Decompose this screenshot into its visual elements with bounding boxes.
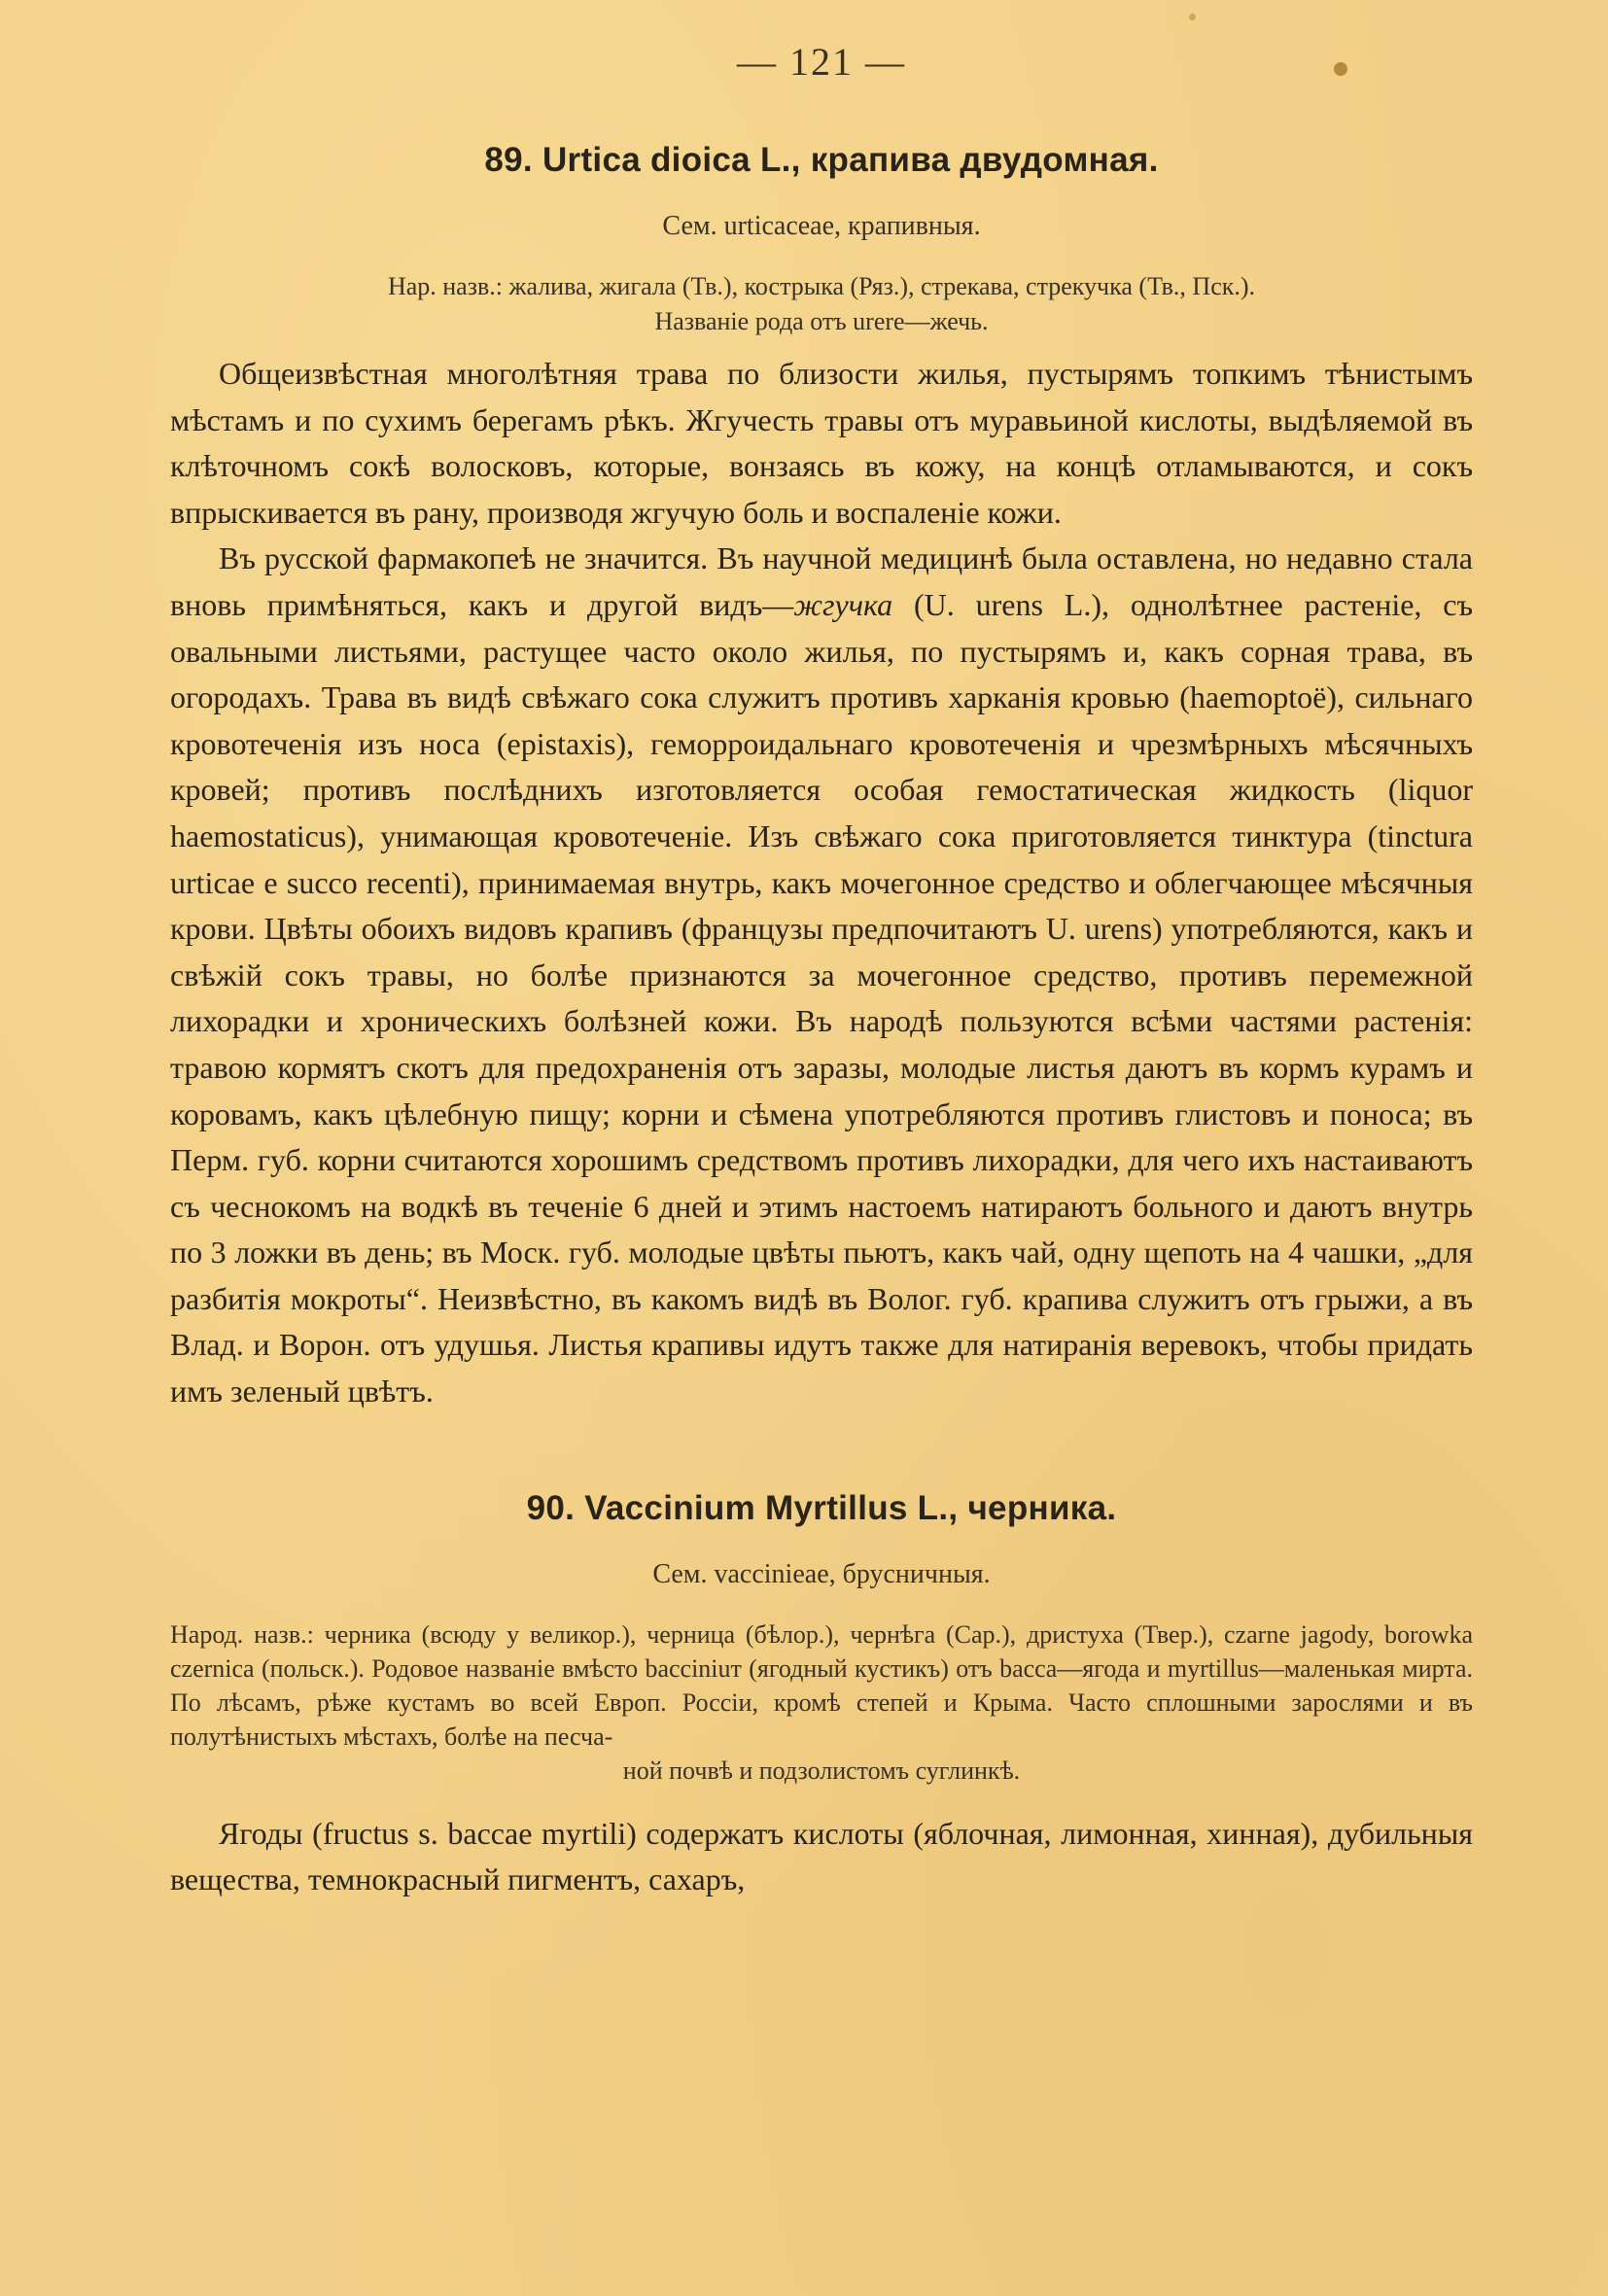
genus-etymology: Названіе рода отъ urere—жечь. <box>654 307 989 335</box>
text-run: (U. urens L.), однолѣтнее растеніе, съ овальными листьями, растущее часто около жилья, по пустырямъ и, какъ сорная трава, въ огородахъ. Трава въ видѣ свѣжаго сока служитъ противъ харканія кровью (haemoptoë), сильнаго кровотеченія изъ носа (epistaxis), геморроидальнаго кровотеченія и чрезмѣрныхъ мѣсячныхъ кровей; противъ послѣднихъ изготовляется особая гемостатическая жидкость (liquor haemostaticus), унимающая кровотеченіе. Изъ свѣжаго сока приготовляется тинктура (tinctura urticae e succo recenti), принимаемая внутрь, какъ мочегонное средство и облегчающее мѣсячныя крови. Цвѣты обоихъ видовъ крапивъ (французы предпочитаютъ U. urens) употребляются, какъ и свѣжій сокъ травы, но болѣе признаются за мочегонное средство, противъ перемежной лихорадки и хроническихъ болѣзней кожи. Въ народѣ пользуются всѣми частями растенія: травою кормятъ скотъ для предохраненія отъ заразы, молодые листья даютъ въ кормъ курамъ и коровамъ, какъ цѣлебную пищу; корни и сѣмена употребляются противъ глистовъ и поноса; въ Перм. губ. корни считаются хорошимъ средствомъ противъ лихорадки, для чего ихъ настаиваютъ съ чеснокомъ на водкѣ въ теченіе 6 дней и этимъ настоемъ натираютъ больного и даютъ внутрь по 3 ложки въ день; въ Моск. губ. молодые цвѣты пьютъ, какъ чай, одну щепоть на 4 чашки, „для разбитія мокроты“. Неизвѣстно, въ какомъ видѣ въ Волог. губ. крапива служитъ отъ грыжи, а въ Влад. и Ворон. отъ удушья. Листья крапивы идутъ также для натиранія веревокъ, чтобы придать имъ зеленый цвѣтъ. <box>170 586 1474 1409</box>
article-body <box>170 1811 1473 1903</box>
notes-text: Народ. назв.: черника (всюду у великор.), черница (бѣлор.), чернѣга (Сар.), дристуха (Твер.), czarne jagody, borowka czernica (польск.). Родовое названіе вмѣсто bacciniuт (ягодный кустикъ) отъ bacca—ягода и myrtillus—маленькая мирта. По лѣсамъ, рѣже кустамъ во всей Европ. Россіи, кромѣ степей и Крыма. Часто сплошными зарослями и въ полутѣнистыхъ мѣстахъ, болѣе на песча- <box>170 1619 1473 1751</box>
section-gap <box>170 1415 1473 1489</box>
paragraph <box>170 536 1473 1414</box>
family-name: Сем. urticaceae, крапивныя. <box>662 211 981 241</box>
ink-dot <box>1189 14 1196 20</box>
article-vaccinium <box>170 1489 1473 1903</box>
family-name: Сем. vaccinieae, брусничныя. <box>652 1558 991 1589</box>
paragraph: Общеизвѣстная многолѣтняя трава по близости жилья, пустырямъ топкимъ тѣнистымъ мѣстамъ и по сухимъ берегамъ рѣкъ. Жгучесть травы отъ муравьиной кислоты, выдѣляемой въ клѣточномъ сокѣ волосковъ, которые, вонзаясь въ кожу, на концѣ отламываются, и сокъ впрыскивается въ рану, производя жгучую боль и воспаленіе кожи. <box>170 356 1473 530</box>
italic-term: жгучка <box>793 586 893 622</box>
article-title: 89. Urtica dioica L., крапива двудомная. <box>484 141 1159 179</box>
article-body <box>170 351 1473 1415</box>
article-title: 90. Vaccinium Myrtillus L., черника. <box>526 1488 1117 1527</box>
article-urtica <box>170 141 1473 1415</box>
popular-names <box>170 269 1473 339</box>
page-content <box>170 39 1473 1903</box>
page-number: — 121 — <box>737 40 906 84</box>
notes-last-line: ной почвѣ и подзолистомъ суглинкѣ. <box>622 1756 1021 1785</box>
popular-names <box>170 1618 1473 1788</box>
paragraph: Ягоды (fructus s. baccae myrtili) содержатъ кислоты (яблочная, лимонная, хинная), дубильныя вещества, темнокрасный пигментъ, сахаръ, <box>170 1815 1473 1897</box>
popular-names-line: Нар. назв.: жалива, жигала (Тв.), кострыка (Ряз.), стрекава, стрекучка (Тв., Пск.). <box>387 272 1256 300</box>
text-run: Въ русской фармакопеѣ не значится. Въ научной медицинѣ была оставлена, но недавно стала вновь примѣняться, какъ и другой видъ— <box>170 540 1473 622</box>
